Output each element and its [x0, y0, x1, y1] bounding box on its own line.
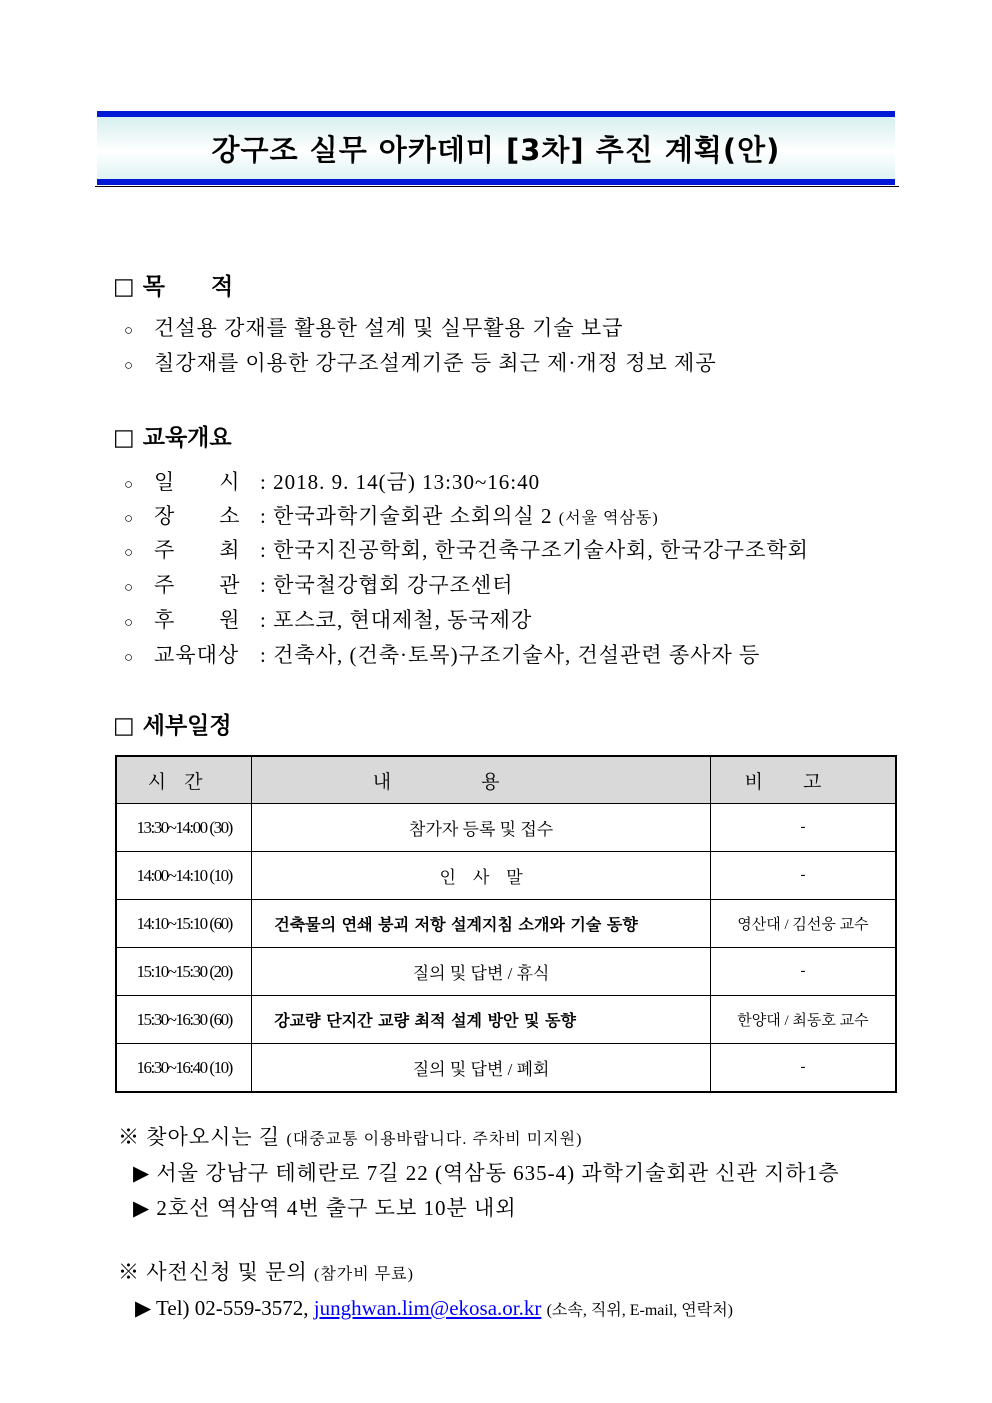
- title-underline: [95, 186, 899, 187]
- bullet: ○: [124, 477, 135, 493]
- purpose-item: ○ 칠강재를 이용한 강구조설계기준 등 최근 제·개정 정보 제공: [124, 351, 717, 375]
- bullet: ○: [124, 545, 135, 561]
- time-cell: 15:30~16:30 (60): [116, 996, 252, 1044]
- content-cell: 강교량 단지간 교량 최적 설계 방안 및 동향: [252, 996, 711, 1044]
- time-cell: 16:30~16:40 (10): [116, 1044, 252, 1093]
- bullet: ○: [124, 650, 135, 666]
- note-cell: -: [710, 948, 896, 996]
- overview-heading: □ 교육개요: [113, 425, 232, 451]
- overview-label: 후 원: [154, 608, 241, 632]
- note-cell: -: [710, 852, 896, 900]
- bullet: ○: [124, 615, 135, 631]
- overview-extra: (서울 역삼동): [558, 510, 659, 527]
- directions-heading: ※ 찾아오시는 길 (대중교통 이용바랍니다. 주차비 미지원): [118, 1125, 583, 1149]
- content-cell: 건축물의 연쇄 붕괴 저항 설계지침 소개와 기술 동향: [252, 900, 711, 948]
- column-header-content: 내용: [252, 756, 711, 804]
- note-cell: -: [710, 804, 896, 852]
- table-row: [116, 900, 896, 948]
- overview-item: [124, 534, 809, 564]
- colon: :: [260, 504, 274, 528]
- schedule-heading: □ 세부일정: [113, 713, 232, 739]
- purpose-heading: □ 목 적: [113, 274, 234, 300]
- time-cell: 14:10~15:10 (60): [116, 900, 252, 948]
- time-cell: 14:00~14:10 (10): [116, 852, 252, 900]
- colon: :: [260, 470, 274, 494]
- table-row: [116, 948, 896, 996]
- registration-contact: ▶ Tel) 02-559-3572, junghwan.lim@ekosa.or.kr (소속, 직위, E-mail, 연락처): [135, 1296, 733, 1320]
- content-cell: 질의 및 답변 / 휴식: [252, 948, 711, 996]
- title-box: [97, 111, 895, 185]
- note-cell: -: [710, 1044, 896, 1093]
- overview-value: 2018. 9. 14(금) 13:30~16:40: [273, 470, 541, 494]
- bullet: ○: [124, 580, 135, 596]
- overview-label: 주 관: [154, 573, 241, 597]
- purpose-item: ○ 건설용 강재를 활용한 설계 및 실무활용 기술 보급: [124, 316, 624, 340]
- content-cell: 참가자 등록 및 접수: [252, 804, 711, 852]
- column-header-time: 시간: [116, 756, 252, 804]
- table-row: [116, 804, 896, 852]
- colon: :: [260, 573, 274, 597]
- overview-value: 건축사, (건축·토목)구조기술사, 건설관련 종사자 등: [273, 643, 761, 667]
- directions-item: ▶ 2호선 역삼역 4번 출구 도보 10분 내외: [133, 1196, 517, 1220]
- overview-item: [124, 569, 514, 599]
- table-row: [116, 996, 896, 1044]
- overview-value: 한국과학기술회관 소회의실 2: [273, 504, 553, 528]
- colon: :: [260, 608, 274, 632]
- overview-value: 한국철강협회 강구조센터: [273, 573, 514, 597]
- page-title: 강구조 실무 아카데미 [3차] 추진 계획(안): [211, 132, 781, 167]
- content-cell: 인 사 말: [252, 852, 711, 900]
- time-cell: 15:10~15:30 (20): [116, 948, 252, 996]
- overview-item: [124, 639, 760, 669]
- overview-value: 한국지진공학회, 한국건축구조기술사회, 한국강구조학회: [273, 538, 809, 562]
- content-cell: 질의 및 답변 / 폐회: [252, 1044, 711, 1093]
- overview-label: 교육대상: [154, 643, 240, 667]
- overview-item: [124, 604, 532, 634]
- note-cell: 영산대 / 김선웅 교수: [710, 900, 896, 948]
- bullet: ○: [124, 511, 135, 527]
- directions-item: ▶ 서울 강남구 테헤란로 7길 22 (역삼동 635-4) 과학기술회관 신관 지하1층: [133, 1161, 840, 1185]
- email-link[interactable]: junghwan.lim@ekosa.or.kr: [313, 1296, 542, 1320]
- overview-label: 주 최: [154, 538, 241, 562]
- table-row: [116, 852, 896, 900]
- overview-label: 장 소: [154, 504, 241, 528]
- overview-value: 포스코, 현대제철, 동국제강: [273, 608, 533, 632]
- overview-item: [124, 466, 540, 496]
- schedule-table: [115, 755, 897, 1093]
- registration-heading: ※ 사전신청 및 문의 (참가비 무료): [118, 1260, 414, 1284]
- colon: :: [260, 643, 274, 667]
- time-cell: 13:30~14:00 (30): [116, 804, 252, 852]
- colon: :: [260, 538, 274, 562]
- overview-item: [124, 500, 659, 530]
- column-header-note: 비고: [710, 756, 896, 804]
- overview-label: 일 시: [154, 470, 241, 494]
- note-cell: 한양대 / 최동호 교수: [710, 996, 896, 1044]
- table-row: [116, 1044, 896, 1093]
